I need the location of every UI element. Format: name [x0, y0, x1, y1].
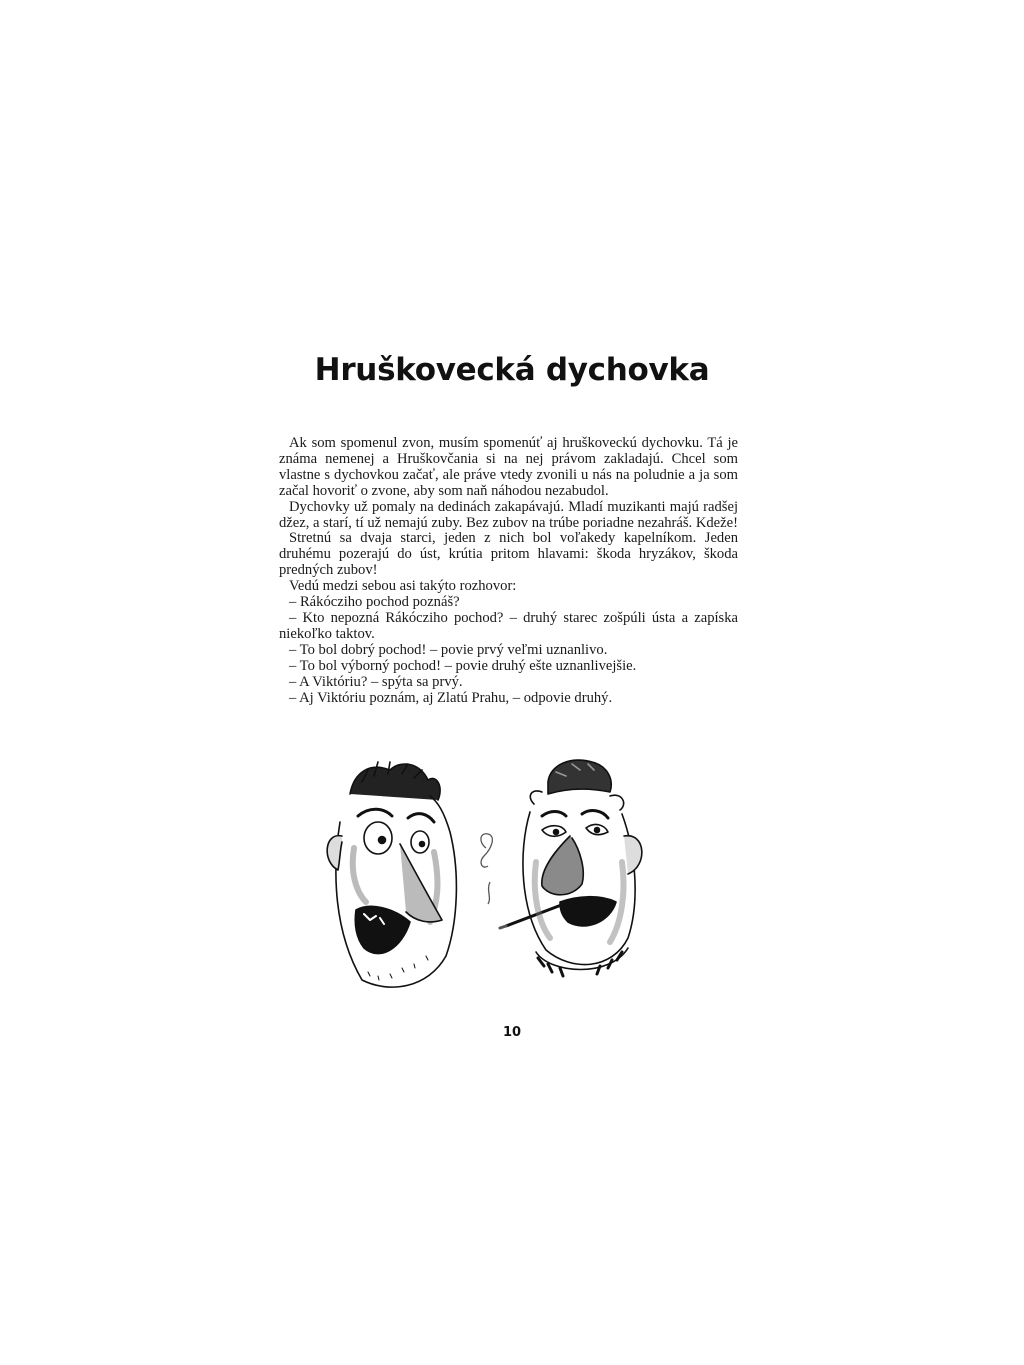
two-old-men-illustration — [310, 752, 650, 992]
dialogue-line: – Rákócziho pochod poznáš? — [289, 594, 460, 611]
dialogue-line: – A Viktóriu? – spýta sa prvý. — [289, 673, 463, 690]
paragraph: Vedú medzi sebou asi takýto rozhovor: — [289, 578, 517, 595]
paragraph: Stretnú sa dvaja starci, jeden z nich bol voľakedy kapelníkom. Jeden druhému pozerajú do úst, krútia pritom hlavami: škoda hryzákov, škoda predných zubov! — [279, 530, 738, 579]
dialogue-line: – Kto nepozná Rákócziho pochod? – druhý starec zošpúli ústa a zapíska niekoľko taktov. — [279, 609, 738, 642]
page-number: 10 — [502, 1025, 522, 1040]
body-text — [279, 436, 738, 706]
page-title: Hruškovecká dychovka — [314, 352, 710, 388]
dialogue-line: – To bol výborný pochod! – povie druhý ešte uznanlivejšie. — [289, 657, 637, 674]
dialogue-line: – Aj Viktóriu poznám, aj Zlatú Prahu, – odpovie druhý. — [289, 689, 613, 706]
paragraph: Ak som spomenul zvon, musím spomenúť aj hruškoveckú dychovku. Tá je známa nemenej a Hruškovčania si na nej právom zakladajú. Chcel som vlastne s dychovkou začať, ale práve vtedy zvonili u nás na poludnie a ja som začal hovoriť o zvone, aby som naň náhodou nezabudol. — [279, 435, 738, 499]
dialogue-line: – To bol dobrý pochod! – povie prvý veľmi uznanlivo. — [289, 641, 608, 658]
right-man-caricature — [500, 760, 642, 976]
cigarette-smoke — [481, 834, 492, 904]
left-man-caricature — [327, 762, 456, 987]
paragraph: Dychovky už pomaly na dedinách zakapávajú. Mladí muzikanti majú radšej džez, a starí, tí už nemajú zuby. Bez zubov na trúbe poriadne nezahráš. Kdeže! — [279, 498, 738, 531]
